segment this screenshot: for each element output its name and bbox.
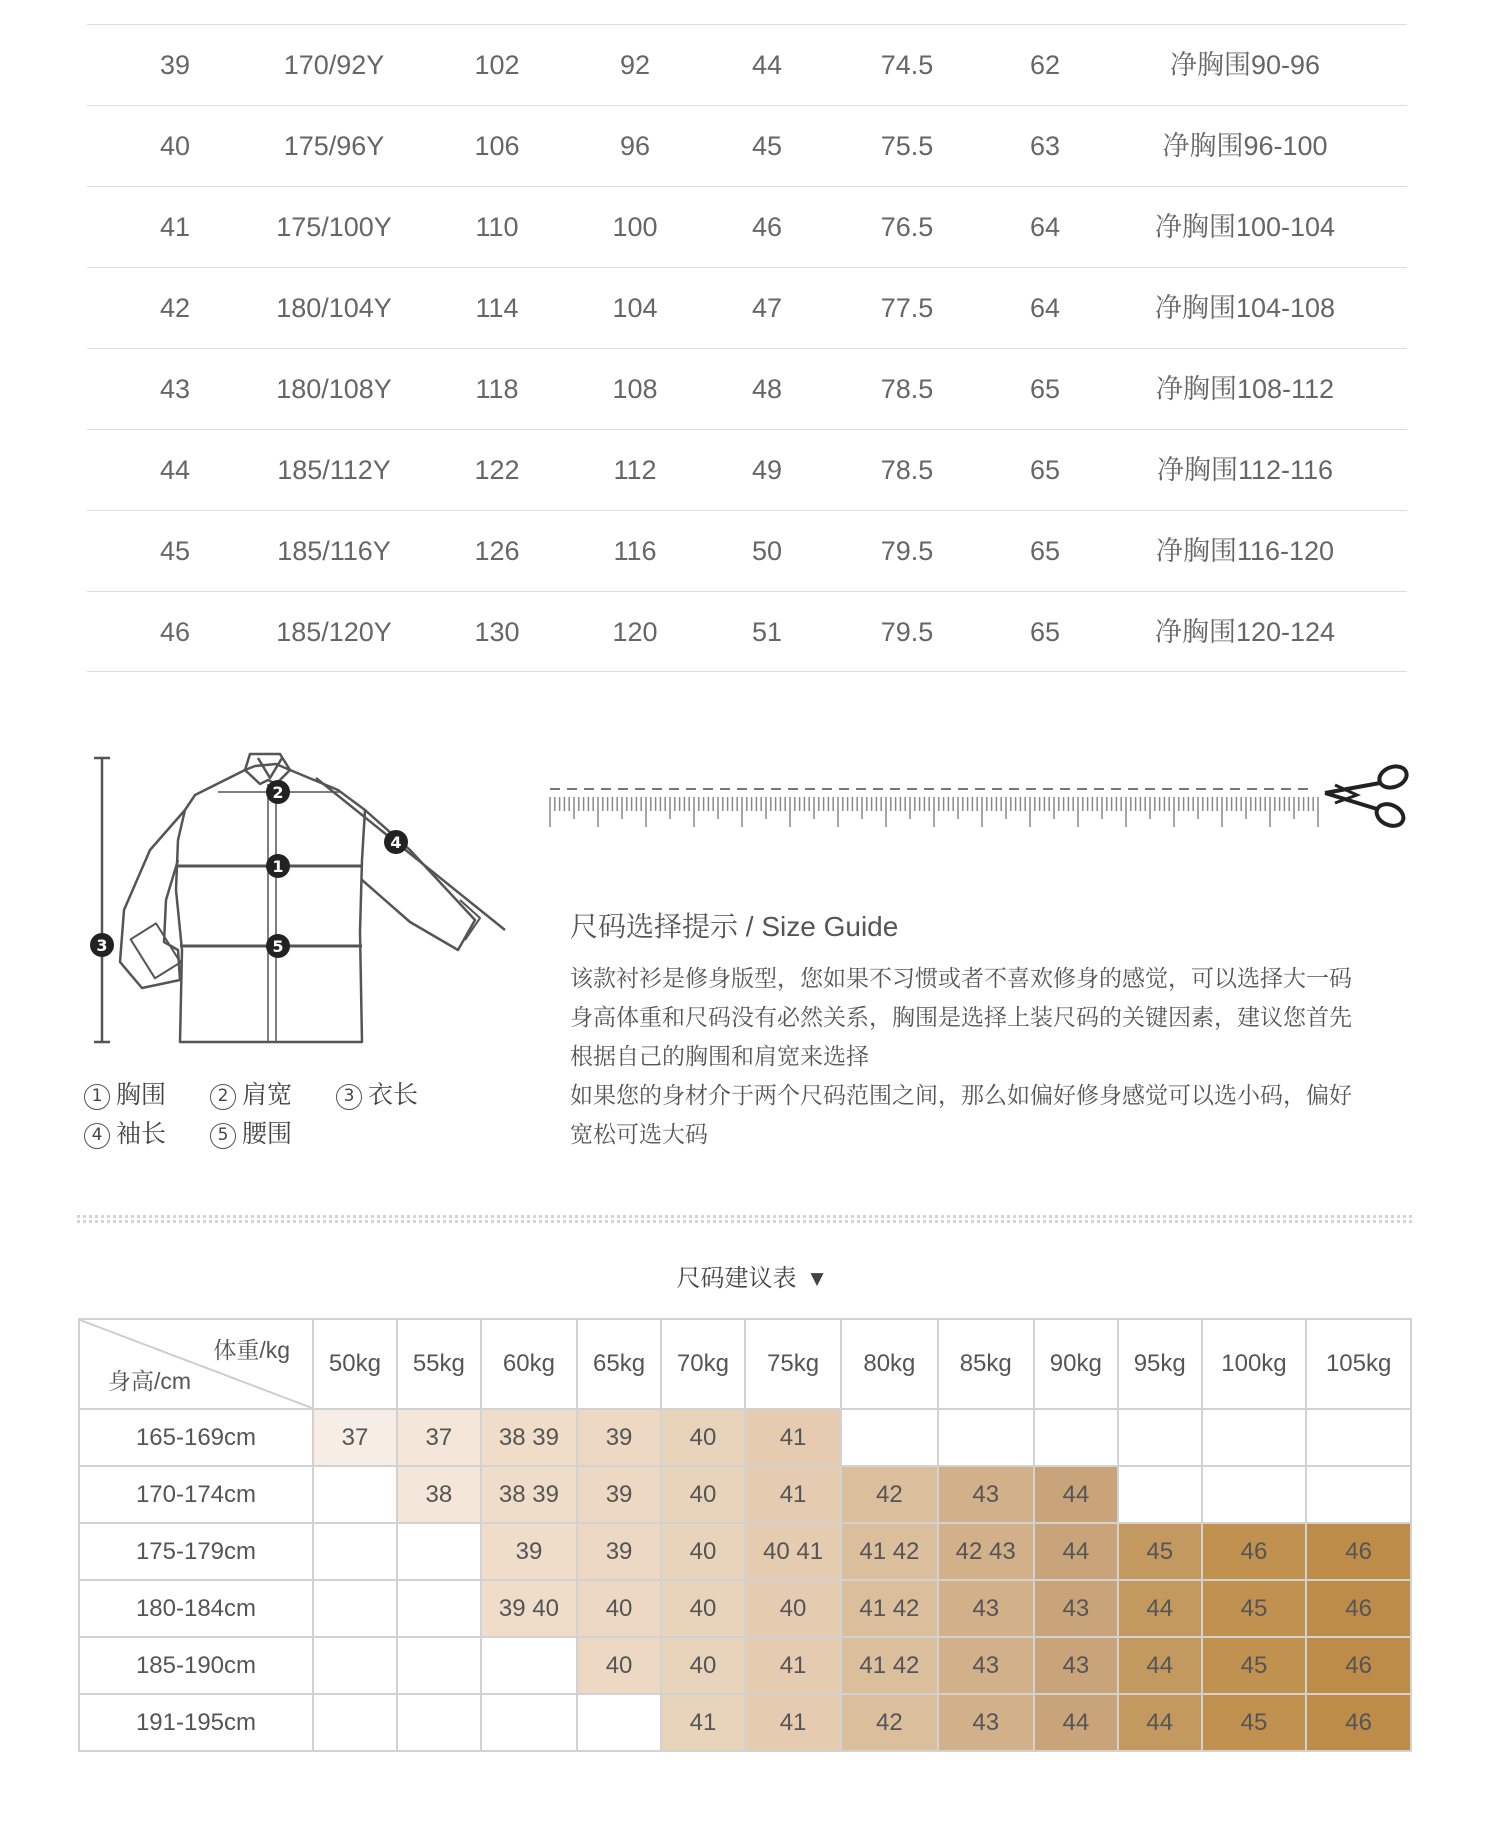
size-recommendation-cell: 46 — [1306, 1694, 1411, 1751]
size-recommendation-cell — [1202, 1466, 1307, 1523]
size-guide-text — [570, 960, 1410, 1155]
size-cell: 65 — [1029, 536, 1061, 566]
size-cell: 100 — [612, 212, 658, 242]
size-cell: 102 — [474, 50, 520, 80]
size-cell: 78.5 — [880, 374, 934, 404]
height-label: 191-195cm — [79, 1694, 313, 1751]
guide-line: 如果您的身材介于两个尺码范围之间，那么如偏好修身感觉可以选小码，偏好 — [570, 1083, 1352, 1109]
size-cell: 51 — [751, 617, 783, 647]
size-cell: 62 — [1029, 50, 1061, 80]
size-row — [87, 186, 1407, 267]
size-cell: 114 — [475, 293, 519, 323]
size-recommendation-cell: 41 — [745, 1637, 841, 1694]
size-recommendation-table — [78, 1318, 1412, 1752]
size-cell: 126 — [474, 536, 520, 566]
size-cell: 64 — [1029, 293, 1061, 323]
size-recommendation-cell: 40 — [661, 1580, 745, 1637]
weight-header: 70kg — [661, 1319, 745, 1409]
guide-line: 身高体重和尺码没有必然关系，胸围是选择上装尺码的关键因素，建议您首先 — [570, 1005, 1352, 1031]
size-cell: 74.5 — [880, 50, 934, 80]
weight-header: 55kg — [397, 1319, 481, 1409]
size-recommendation-cell: 43 — [938, 1580, 1034, 1637]
size-recommendation-cell: 41 42 — [841, 1580, 937, 1637]
size-row — [87, 267, 1407, 348]
size-cell: 净胸围112-116 — [1156, 455, 1334, 485]
size-cell: 净胸围120-124 — [1154, 617, 1336, 647]
size-recommendation-cell: 45 — [1202, 1694, 1307, 1751]
weight-header: 60kg — [481, 1319, 577, 1409]
size-cell: 118 — [475, 374, 519, 404]
size-recommendation-cell: 40 — [577, 1637, 661, 1694]
size-cell: 43 — [159, 374, 191, 404]
size-recommendation-cell: 44 — [1034, 1694, 1118, 1751]
size-recommendation-cell: 42 — [841, 1466, 937, 1523]
size-recommendation-cell: 40 41 — [745, 1523, 841, 1580]
marker-length — [90, 933, 114, 957]
height-label: 185-190cm — [79, 1637, 313, 1694]
height-label: 175-179cm — [79, 1523, 313, 1580]
size-recommendation-cell: 46 — [1306, 1523, 1411, 1580]
size-recommendation-cell — [481, 1637, 577, 1694]
size-recommendation-cell: 46 — [1306, 1637, 1411, 1694]
height-row — [79, 1580, 1411, 1637]
left-sleeve-outline — [120, 810, 185, 988]
svg-text:1: 1 — [272, 857, 284, 876]
height-row — [79, 1466, 1411, 1523]
size-recommendation-cell — [1306, 1466, 1411, 1523]
size-recommendation-cell — [841, 1409, 937, 1466]
size-recommendation-cell: 40 — [661, 1637, 745, 1694]
size-recommendation-cell — [1306, 1409, 1411, 1466]
guide-line: 根据自己的胸围和肩宽来选择 — [570, 1044, 869, 1070]
size-recommendation-cell — [313, 1694, 397, 1751]
weight-header: 75kg — [745, 1319, 841, 1409]
size-cell: 65 — [1029, 374, 1061, 404]
size-cell: 170/92Y — [283, 50, 385, 80]
size-recommendation-cell: 44 — [1118, 1694, 1202, 1751]
size-row — [87, 591, 1407, 672]
size-row — [87, 348, 1407, 429]
size-cell: 76.5 — [880, 212, 934, 242]
size-recommendation-cell: 43 — [938, 1466, 1034, 1523]
size-recommendation-cell: 46 — [1202, 1523, 1307, 1580]
recommendation-header-row — [79, 1319, 1411, 1409]
weight-header: 85kg — [938, 1319, 1034, 1409]
weight-header: 105kg — [1306, 1319, 1411, 1409]
size-recommendation-cell: 39 — [577, 1409, 661, 1466]
down-arrow-icon: ▼ — [810, 1269, 824, 1289]
size-recommendation-cell: 41 42 — [841, 1523, 937, 1580]
height-label: 170-174cm — [79, 1466, 313, 1523]
legend-item-sleeve: 4 袖长 — [84, 1114, 166, 1150]
legend-item-length: 3 衣长 — [336, 1075, 418, 1111]
marker-shoulder — [266, 780, 290, 804]
size-cell: 40 — [159, 131, 191, 161]
size-recommendation-cell: 40 — [661, 1466, 745, 1523]
marker-chest — [266, 854, 290, 878]
size-recommendation-cell — [481, 1694, 577, 1751]
size-cell: 185/116Y — [277, 536, 391, 566]
size-cell: 净胸围90-96 — [1169, 50, 1321, 80]
weight-header: 95kg — [1118, 1319, 1202, 1409]
size-cell: 122 — [474, 455, 520, 485]
size-cell: 39 — [159, 50, 191, 80]
size-cell: 50 — [751, 536, 783, 566]
shirt-measurement-diagram — [80, 750, 520, 1050]
size-cell: 78.5 — [880, 455, 934, 485]
size-recommendation-cell: 40 — [661, 1523, 745, 1580]
size-recommendation-cell: 44 — [1034, 1523, 1118, 1580]
size-recommendation-cell: 43 — [938, 1694, 1034, 1751]
svg-text:3: 3 — [96, 936, 108, 955]
size-recommendation-cell: 43 — [938, 1637, 1034, 1694]
size-recommendation-cell: 43 — [1034, 1637, 1118, 1694]
weight-header: 50kg — [313, 1319, 397, 1409]
size-recommendation-cell — [1034, 1409, 1118, 1466]
size-cell: 46 — [751, 212, 783, 242]
size-recommendation-cell — [313, 1466, 397, 1523]
size-recommendation-cell: 37 — [397, 1409, 481, 1466]
size-recommendation-cell: 38 — [397, 1466, 481, 1523]
size-recommendation-cell: 46 — [1306, 1580, 1411, 1637]
size-cell: 48 — [751, 374, 783, 404]
size-cell: 64 — [1029, 212, 1061, 242]
size-recommendation-cell: 40 — [745, 1580, 841, 1637]
size-cell: 130 — [474, 617, 520, 647]
size-recommendation-cell: 41 42 — [841, 1637, 937, 1694]
size-cell: 175/100Y — [276, 212, 392, 242]
guide-line: 宽松可选大码 — [570, 1122, 708, 1148]
size-recommendation-cell: 45 — [1118, 1523, 1202, 1580]
size-cell: 185/120Y — [276, 617, 392, 647]
size-recommendation-cell — [577, 1694, 661, 1751]
ruler-ticks — [550, 797, 1318, 827]
size-cell: 185/112Y — [277, 455, 391, 485]
size-recommendation-cell: 40 — [661, 1409, 745, 1466]
right-sleeve-outline — [362, 810, 475, 950]
height-axis-label: 身高/cm — [108, 1368, 192, 1394]
size-cell: 116 — [613, 536, 657, 566]
svg-text:4: 4 — [390, 833, 402, 852]
height-label: 180-184cm — [79, 1580, 313, 1637]
size-cell: 45 — [751, 131, 783, 161]
size-recommendation-cell — [397, 1694, 481, 1751]
guide-line: 该款衬衫是修身版型，您如果不习惯或者不喜欢修身的感觉，可以选择大一码 — [570, 966, 1352, 992]
size-recommendation-cell — [1202, 1409, 1307, 1466]
height-row — [79, 1637, 1411, 1694]
size-cell: 92 — [619, 50, 651, 80]
scissors-icon — [1325, 763, 1410, 830]
size-recommendation-cell: 41 — [661, 1694, 745, 1751]
size-cell: 180/104Y — [276, 293, 392, 323]
height-row — [79, 1694, 1411, 1751]
size-cell: 净胸围104-108 — [1154, 293, 1336, 323]
size-recommendation-cell: 42 — [841, 1694, 937, 1751]
section-divider — [77, 1215, 1412, 1223]
size-cell: 47 — [751, 293, 783, 323]
legend-item-chest: 1 胸围 — [84, 1075, 166, 1111]
size-recommendation-cell: 41 — [745, 1409, 841, 1466]
legend-item-shoulder: 2 肩宽 — [210, 1075, 292, 1111]
size-recommendation-cell — [938, 1409, 1034, 1466]
size-row — [87, 510, 1407, 591]
size-cell: 49 — [751, 455, 783, 485]
size-cell: 42 — [159, 293, 191, 323]
size-cell: 46 — [159, 617, 191, 647]
size-cell: 净胸围108-112 — [1155, 374, 1335, 404]
height-row — [79, 1409, 1411, 1466]
height-row — [79, 1523, 1411, 1580]
size-row — [87, 429, 1407, 510]
size-recommendation-cell: 37 — [313, 1409, 397, 1466]
size-cell: 110 — [475, 212, 519, 242]
size-cell: 净胸围100-104 — [1154, 212, 1336, 242]
size-cell: 180/108Y — [276, 374, 392, 404]
size-row — [87, 105, 1407, 186]
size-recommendation-cell: 40 — [577, 1580, 661, 1637]
size-cell: 104 — [612, 293, 658, 323]
size-recommendation-cell: 39 — [577, 1523, 661, 1580]
size-cell: 净胸围116-120 — [1155, 536, 1335, 566]
shirt-body-outline — [176, 764, 365, 1042]
size-recommendation-cell — [397, 1580, 481, 1637]
marker-waist — [266, 934, 290, 958]
size-cell: 41 — [159, 212, 191, 242]
size-recommendation-cell — [397, 1637, 481, 1694]
size-guide-title: 尺码选择提示 / Size Guide — [570, 911, 899, 942]
ruler-scissors-graphic — [545, 755, 1415, 850]
weight-header: 65kg — [577, 1319, 661, 1409]
size-recommendation-cell — [313, 1637, 397, 1694]
size-recommendation-cell: 42 43 — [938, 1523, 1034, 1580]
size-recommendation-cell: 41 — [745, 1466, 841, 1523]
weight-header: 100kg — [1202, 1319, 1307, 1409]
size-cell: 120 — [612, 617, 658, 647]
marker-sleeve — [384, 830, 408, 854]
size-cell: 108 — [612, 374, 658, 404]
size-cell: 44 — [751, 50, 783, 80]
size-cell: 175/96Y — [283, 131, 385, 161]
size-table — [87, 24, 1407, 672]
table-corner-header — [79, 1319, 313, 1409]
size-cell: 净胸围96-100 — [1162, 131, 1328, 161]
svg-text:5: 5 — [272, 937, 284, 956]
size-recommendation-cell: 39 40 — [481, 1580, 577, 1637]
size-recommendation-cell: 39 — [481, 1523, 577, 1580]
size-recommendation-cell — [313, 1523, 397, 1580]
height-label: 165-169cm — [79, 1409, 313, 1466]
size-cell: 96 — [619, 131, 651, 161]
weight-header: 80kg — [841, 1319, 937, 1409]
size-cell: 63 — [1029, 131, 1061, 161]
size-recommendation-cell: 38 39 — [481, 1466, 577, 1523]
size-recommendation-cell: 44 — [1118, 1637, 1202, 1694]
size-cell: 45 — [159, 536, 191, 566]
size-cell: 75.5 — [880, 131, 934, 161]
size-recommendation-cell: 43 — [1034, 1580, 1118, 1637]
size-recommendation-cell: 41 — [745, 1694, 841, 1751]
weight-header: 90kg — [1034, 1319, 1118, 1409]
size-recommendation-cell — [397, 1523, 481, 1580]
size-recommendation-cell — [1118, 1466, 1202, 1523]
size-cell: 112 — [613, 455, 657, 485]
size-recommendation-cell: 38 39 — [481, 1409, 577, 1466]
size-cell: 65 — [1029, 617, 1061, 647]
svg-text:2: 2 — [272, 783, 284, 802]
size-row — [87, 24, 1407, 105]
size-cell: 106 — [474, 131, 520, 161]
size-recommendation-cell: 39 — [577, 1466, 661, 1523]
size-recommendation-cell: 45 — [1202, 1580, 1307, 1637]
size-cell: 79.5 — [880, 536, 934, 566]
size-recommendation-cell — [313, 1580, 397, 1637]
size-cell: 65 — [1029, 455, 1061, 485]
size-cell: 77.5 — [880, 293, 934, 323]
weight-axis-label: 体重/kg — [213, 1337, 290, 1363]
recommendation-title: 尺码建议表 ▼ — [676, 1264, 824, 1292]
size-cell: 44 — [159, 455, 191, 485]
size-recommendation-cell — [1118, 1409, 1202, 1466]
size-recommendation-cell: 44 — [1034, 1466, 1118, 1523]
size-cell: 79.5 — [880, 617, 934, 647]
size-recommendation-cell: 44 — [1118, 1580, 1202, 1637]
size-recommendation-cell: 45 — [1202, 1637, 1307, 1694]
legend-item-waist: 5 腰围 — [210, 1114, 292, 1150]
